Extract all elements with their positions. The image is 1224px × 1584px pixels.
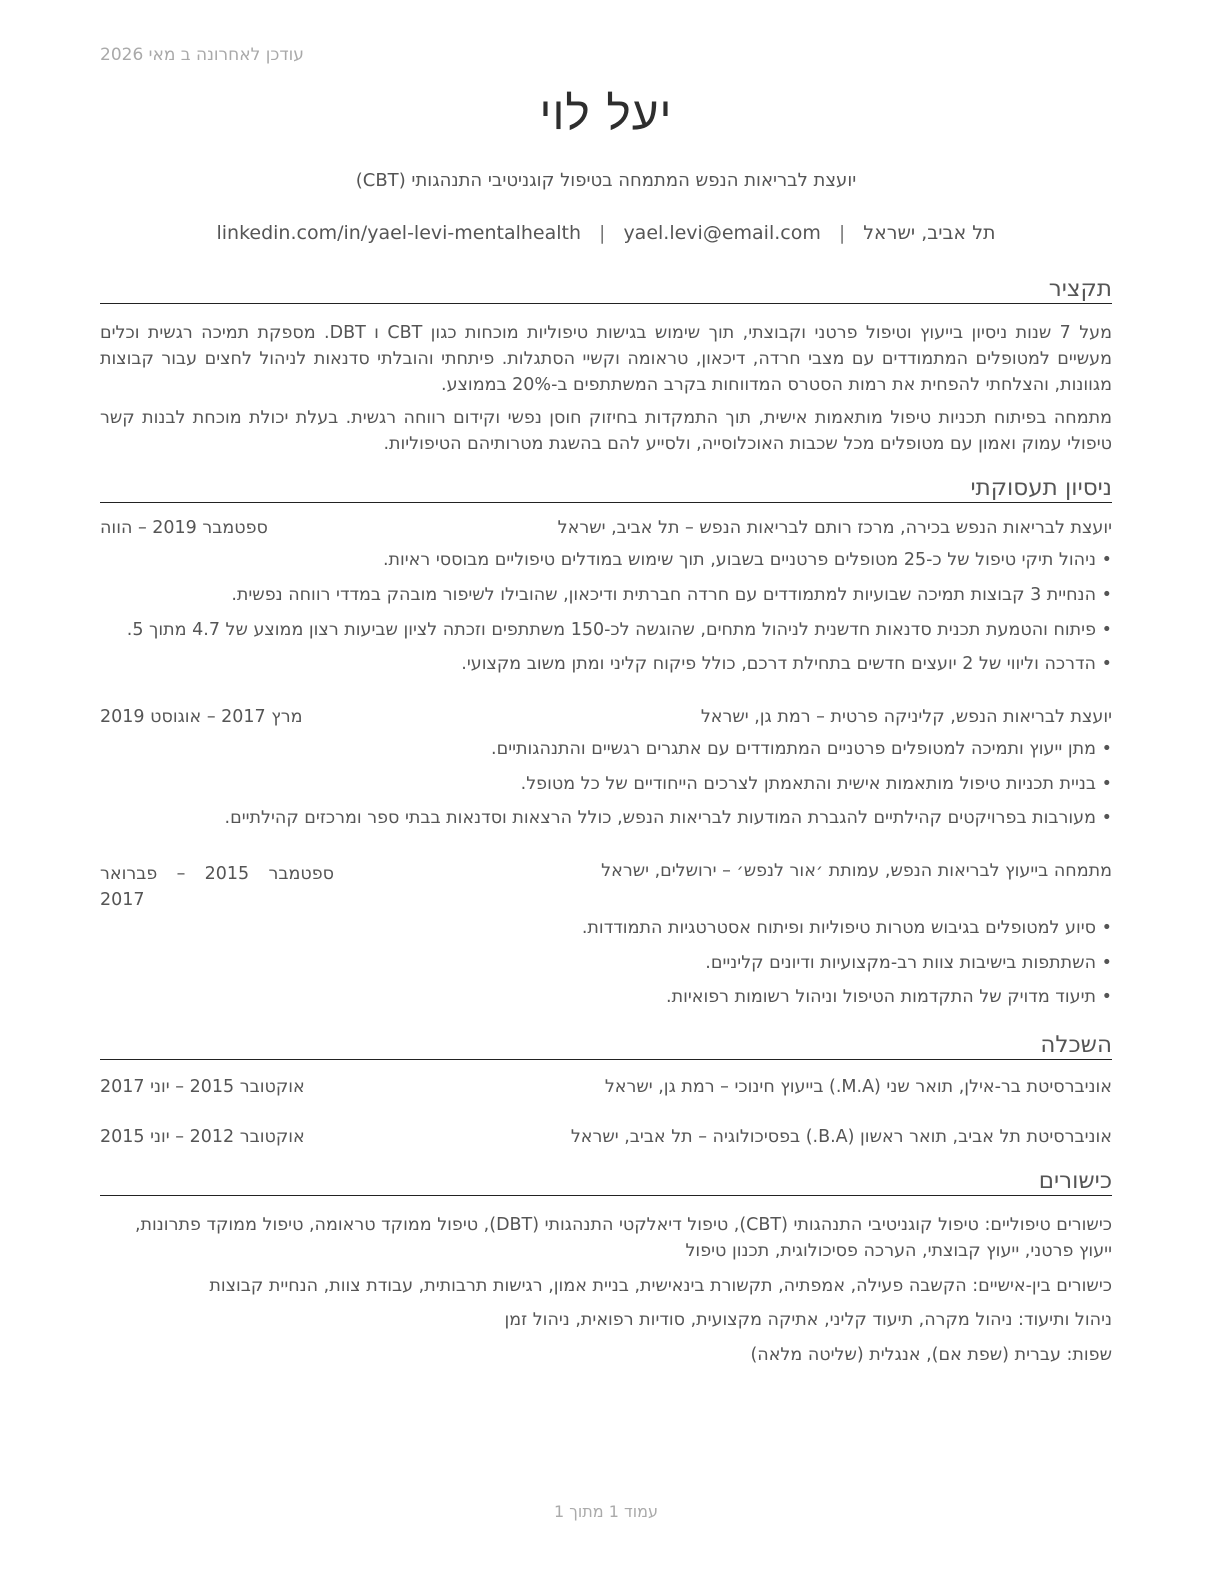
education-entry (100, 1077, 1112, 1103)
job-title: מתמחה בייעוץ לבריאות הנפש, עמותת ׳אור לנפש׳ – ירושלים, ישראל (601, 861, 1112, 881)
education-title: אוניברסיטת בר-אילן, תואר שני (M.A.) בייעוץ חינוכי – רמת גן, ישראל (604, 1077, 1112, 1097)
skills-line: ניהול ותיעוד: ניהול מקרה, תיעוד קליני, אתיקה מקצועית, סודיות רפואית, ניהול זמן (504, 1310, 1112, 1330)
job-bullet: • סיוע למטופלים בגיבוש מטרות טיפוליות ופיתוח אסטרטגיות התמודדות. (100, 918, 1096, 938)
job-dates: ספטמבר 2019 – הווה (100, 518, 268, 538)
job-bullet: • הנחיית 3 קבוצות תמיכה שבועיות למתמודדים עם חרדה חברתית ודיכאון, שהובילו לשיפור מובהק במדדי רווחה נפשית. (100, 585, 1096, 605)
education-dates: אוקטובר 2012 – יוני 2015 (100, 1127, 305, 1147)
job-entry-header (100, 861, 1112, 910)
resume-page (100, 0, 1112, 1584)
education-entry (100, 1127, 1112, 1153)
job-bullet: • מעורבות בפרויקטים קהילתיים להגברת המודעות לבריאות הנפש, כולל הרצאות וסדנאות בבתי ספר ומרכזים קהילתיים. (100, 808, 1096, 828)
contact-separator: | (599, 222, 606, 244)
job-bullet: • פיתוח והטמעת תכנית סדנאות חדשנית לניהול מתחים, שהוגשה לכ-150 משתתפים וזכתה לציון שביעות רצון ממוצע של 4.7 מתוך 5. (100, 620, 1096, 640)
job-bullet: • בניית תכניות טיפול מותאמות אישית והתאמתן לצרכים הייחודיים של כל מטופל. (100, 774, 1096, 794)
job-bullet: • מתן ייעוץ ותמיכה למטופלים פרטניים המתמודדים עם אתגרים רגשיים והתנהגותיים. (100, 739, 1096, 759)
job-dates: ספטמבר 2015 – פברואר 2017 (100, 864, 334, 910)
job-title: יועצת לבריאות הנפש, קליניקה פרטית – רמת גן, ישראל (700, 707, 1112, 727)
job-bullet: • השתתפות בישיבות צוות רב-מקצועיות ודיונים קליניים. (100, 953, 1096, 973)
contact-email[interactable]: yael.levi@email.com (623, 222, 821, 244)
section-title-skills: כישורים (100, 1168, 1112, 1196)
section-title-experience: ניסיון תעסוקתי (100, 475, 1112, 503)
contact-line (100, 222, 1112, 244)
contact-separator: | (838, 222, 846, 244)
candidate-subtitle: יועצת לבריאות הנפש המתמחה בטיפול קוגניטיבי התנהגותי (CBT) (355, 170, 857, 191)
last-updated-note: עודכן לאחרונה ב מאי 2026 (100, 45, 304, 65)
education-title: אוניברסיטת תל אביב, תואר ראשון (B.A.) בפסיכולוגיה – תל אביב, ישראל (570, 1127, 1112, 1147)
job-entry-header (100, 518, 1112, 544)
job-title: יועצת לבריאות הנפש בכירה, מרכז רותם לבריאות הנפש – תל אביב, ישראל (557, 518, 1112, 538)
education-dates: אוקטובר 2015 – יוני 2017 (100, 1077, 305, 1097)
summary-paragraph: מתמחה בפיתוח תכניות טיפול מותאמות אישית, תוך התמקדות בחיזוק חוסן נפשי וקידום רווחה רגשית. בעלת יכולת מוכחת לבנות קשר טיפולי עמוק ואמון עם מטופלים מכל שכבות האוכלוסייה, ולסייע להם בהשגת מטרותיהם הטיפוליות. (100, 408, 1112, 454)
section-title-education: השכלה (100, 1032, 1112, 1060)
job-entry-header (100, 707, 1112, 733)
skills-line: שפות: עברית (שפת אם), אנגלית (שליטה מלאה) (750, 1345, 1112, 1365)
job-dates: מרץ 2017 – אוגוסט 2019 (100, 707, 303, 727)
contact-location: תל אביב, ישראל (863, 222, 996, 244)
candidate-name: יעל לוי (539, 86, 673, 140)
page-number: עמוד 1 מתוך 1 (554, 1502, 658, 1521)
job-bullet: • תיעוד מדויק של התקדמות הטיפול וניהול רשומות רפואיות. (100, 987, 1096, 1007)
contact-linkedin[interactable]: linkedin.com/in/yael-levi-mentalhealth (216, 222, 582, 244)
job-bullet: • ניהול תיקי טיפול של כ-25 מטופלים פרטניים בשבוע, תוך שימוש במודלים טיפוליים מבוססי ראיות. (100, 550, 1096, 570)
summary-paragraph: מעל 7 שנות ניסיון בייעוץ וטיפול פרטני וקבוצתי, תוך שימוש בגישות טיפוליות מוכחות כגון CBT ו DBT. מספקת תמיכה רגשית וכלים מעשיים למטופלים המתמודדים עם מצבי חרדה, דיכאון, טראומה וקשיי הסתגלות. פיתחתי והובלתי סדנאות לניהול לחצים עבור קבוצות מגוונות, והצלחתי להפחית את רמות הסטרס המדווחות בקרב המשתתפים ב-20% בממוצע. (100, 323, 1112, 395)
skills-line: כישורים בין-אישיים: הקשבה פעילה, אמפתיה, תקשורת בינאישית, בניית אמון, רגישות תרבותית, עבודת צוות, הנחיית קבוצות (209, 1276, 1112, 1296)
skills-line: כישורים טיפוליים: טיפול קוגניטיבי התנהגותי (CBT), טיפול דיאלקטי התנהגותי (DBT), טיפול ממוקד טראומה, טיפול ממוקד פתרונות, ייעוץ פרטני, ייעוץ קבוצתי, הערכה פסיכולוגית, תכנון טיפול (134, 1215, 1112, 1261)
job-bullet: • הדרכה וליווי של 2 יועצים חדשים בתחילת דרכם, כולל פיקוח קליני ומתן משוב מקצועי. (100, 654, 1096, 674)
section-title-summary: תקציר (100, 276, 1112, 304)
